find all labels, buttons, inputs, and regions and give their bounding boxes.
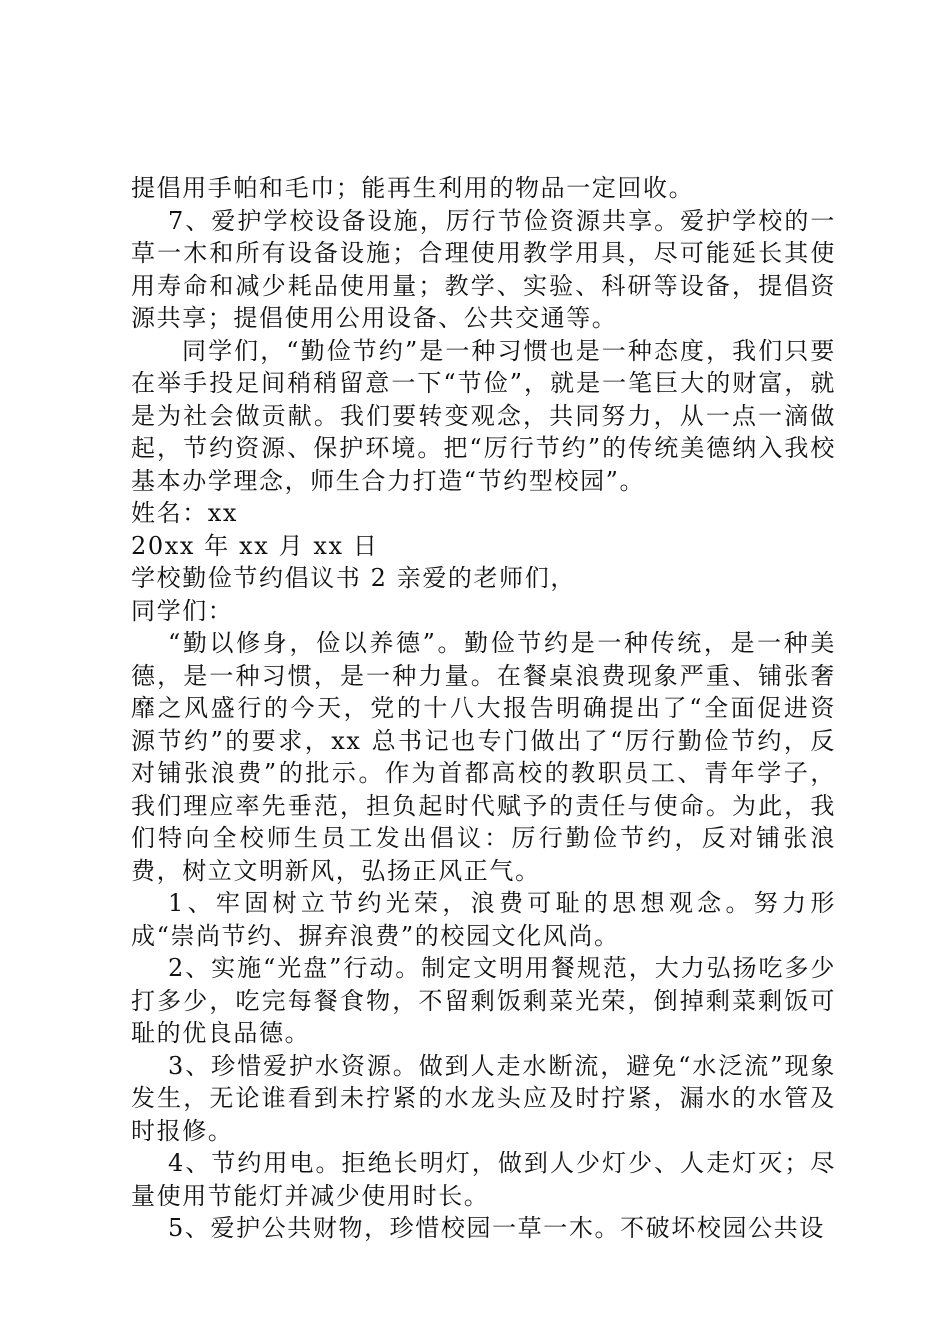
document-body xyxy=(131,172,836,1245)
salutation: 同学们： xyxy=(131,596,234,625)
paragraph-continuation: 提倡用手帕和毛巾；能再生利用的物品一定回收。 xyxy=(131,174,695,202)
signature-name: 姓名：xx xyxy=(131,499,239,527)
paragraph-item-1: 1、牢固树立节约光荣，浪费可耻的思想观念。努力形成“崇尚节约、摒弃浪费”的校园文化风尚。 xyxy=(131,889,836,950)
document-2-heading: 学校勤俭节约倡议书 2 亲爱的老师们， xyxy=(131,564,576,592)
paragraph-item-3: 3、珍惜爱护水资源。做到人走水断流，避免“水泛流”现象发生，无论谁看到未拧紧的水龙头应及时拧紧，漏水的水管及时报修。 xyxy=(131,1051,836,1145)
signature-date: 20xx 年 xx 月 xx 日 xyxy=(131,531,379,560)
paragraph-item-4: 4、节约用电。拒绝长明灯，做到人少灯少、人走灯灭；尽量使用节能灯并减少使用时长。 xyxy=(131,1149,836,1210)
paragraph-closing-appeal: 同学们，“勤俭节约”是一种习惯也是一种态度，我们只要在举手投足间稍稍留意一下“节俭”，就是一笔巨大的财富，就是为社会做贡献。我们要转变观念，共同努力，从一点一滴做起，节约资源、保护环境。把“厉行节约”的传统美德纳入我校基本办学理念，师生合力打造“节约型校园”。 xyxy=(131,336,836,495)
paragraph-item-5: 5、爱护公共财物，珍惜校园一草一木。不破坏校园公共设 xyxy=(168,1214,825,1242)
paragraph-introduction: “勤以修身，俭以养德”。勤俭节约是一种传统，是一种美德，是一种习惯，是一种力量。在餐桌浪费现象严重、铺张奢靡之风盛行的今天，党的十八大报告明确提出了“全面促进资源节约”的要求，xx 总书记也专门做出了“厉行勤俭节约，反对铺张浪费”的批示。作为首都高校的教职员工、青年学子，我们理应率先垂范，担负起时代赋予的责任与使命。为此，我们特向全校师生员工发出倡议：厉行勤俭节约，反对铺张浪费，树立文明新风，弘扬正风正气。 xyxy=(131,629,836,885)
paragraph-item-7: 7、爱护学校设备设施，厉行节俭资源共享。爱护学校的一草一木和所有设备设施；合理使用教学用具，尽可能延长其使用寿命和减少耗品使用量；教学、实验、科研等设备，提倡资源共享；提倡使用公用设备、公共交通等。 xyxy=(131,206,836,332)
paragraph-item-2: 2、实施“光盘”行动。制定文明用餐规范，大力弘扬吃多少打多少，吃完每餐食物，不留剩饭剩菜光荣，倒掉剩菜剩饭可耻的优良品德。 xyxy=(131,954,836,1047)
